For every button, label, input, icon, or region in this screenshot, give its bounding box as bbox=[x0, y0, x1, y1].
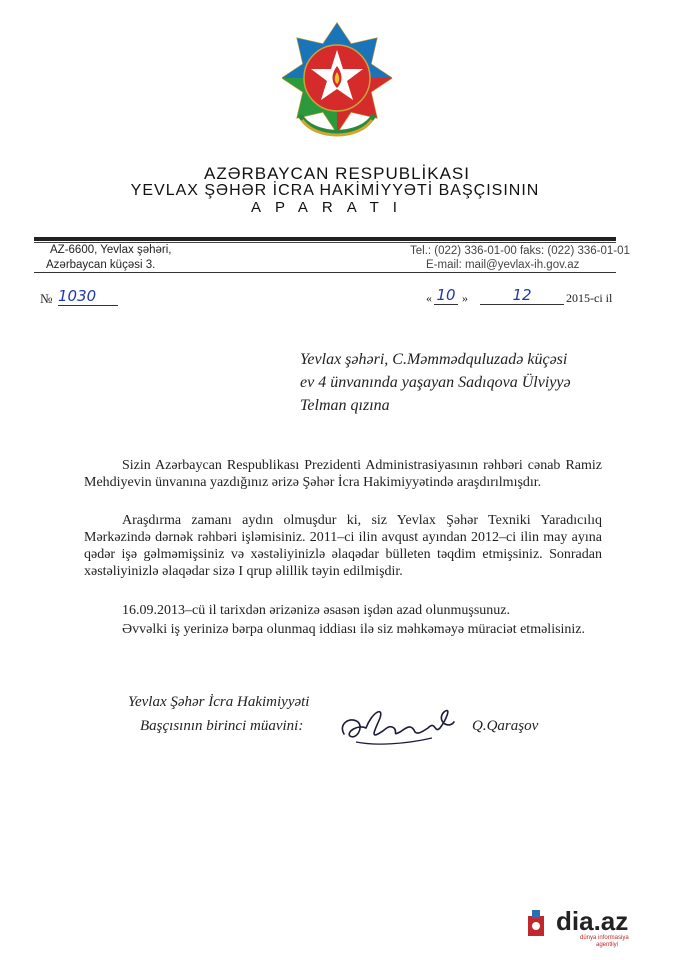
phone-fax: Tel.: (022) 336-01-00 faks: (022) 336-01-01 bbox=[410, 245, 630, 257]
header-rule-thick bbox=[34, 237, 616, 241]
handwritten-signature bbox=[336, 694, 468, 752]
addressee-line-1: Yevlax şəhəri, C.Məmmədquluzadə küçəsi bbox=[300, 351, 568, 368]
body-paragraph-4: Əvvəlki iş yerinizə bərpa olunmaq iddiası ilə siz məhkəməyə müraciət etməlisiniz. bbox=[122, 622, 586, 637]
address-line-1: AZ-6600, Yevlax şəhəri, bbox=[50, 244, 172, 256]
state-emblem bbox=[282, 20, 392, 150]
dia-logo-icon bbox=[526, 908, 548, 940]
watermark-subtitle-2: agentliyi bbox=[596, 942, 619, 948]
date-month: 12 bbox=[480, 286, 564, 305]
date-quote-close: » bbox=[462, 291, 468, 305]
signatory-name: Q.Qaraşov bbox=[472, 718, 539, 734]
addressee-line-3: Telman qızına bbox=[300, 397, 390, 414]
watermark-subtitle-1: dünya informasiya bbox=[580, 935, 629, 941]
date-year: 2015-ci il bbox=[566, 291, 613, 305]
contacts-rule bbox=[34, 272, 616, 273]
header-rule-thin bbox=[34, 242, 616, 243]
signatory-title: Başçısının birinci müavini: bbox=[140, 718, 304, 734]
date-day: 10 bbox=[434, 286, 458, 305]
header-line-republic: AZƏRBAYCAN RESPUBLİKASI bbox=[204, 164, 470, 183]
addressee-line-2: ev 4 ünvanında yaşayan Sadıqova Ülviyyə bbox=[300, 374, 571, 391]
body-paragraph-1: Sizin Azərbaycan Respublikası Prezidenti Administrasiyasının rəhbəri cənab Ramiz Mehdiyevin ünvanına yazdığınız ərizə Şəhər İcra Hakimiyyətində araşdırılmışdır. bbox=[84, 458, 602, 490]
reference-number: 1030 bbox=[58, 287, 118, 306]
header-line-aparati: APARATI bbox=[251, 199, 411, 216]
date-quote-open: « bbox=[426, 291, 432, 305]
body-paragraph-3: 16.09.2013–cü il tarixdən ərizənizə əsasən işdən azad olunmuşsunuz. bbox=[122, 603, 510, 618]
body-paragraph-2: Araşdırma zamanı aydın olmuşdur ki, siz Yevlax Şəhər Texniki Yaradıcılıq Mərkəzində dərnək rəhbəri işləmisiniz. 2011–ci ilin avqust ayından 2012–ci ilin may ayına qədər işə gəlməmişsiniz və xəstəliyinizlə əlaqədar bülleten təqdim etmişsiniz. Sonradan xəstəliyinizlə əlaqədar sizə I qrup əlillik təyin edilmişdir. bbox=[84, 513, 602, 579]
signatory-organization: Yevlax Şəhər İcra Hakimiyyəti bbox=[128, 694, 310, 710]
email-address: E-mail: mail@yevlax-ih.gov.az bbox=[426, 259, 580, 271]
header-line-office: YEVLAX ŞƏHƏR İCRA HAKİMİYYƏTİ BAŞÇISININ bbox=[130, 182, 540, 199]
address-line-2: Azərbaycan küçəsi 3. bbox=[46, 259, 156, 271]
reference-number-label: № bbox=[40, 291, 53, 306]
watermark-brand: dia.az bbox=[556, 906, 629, 936]
